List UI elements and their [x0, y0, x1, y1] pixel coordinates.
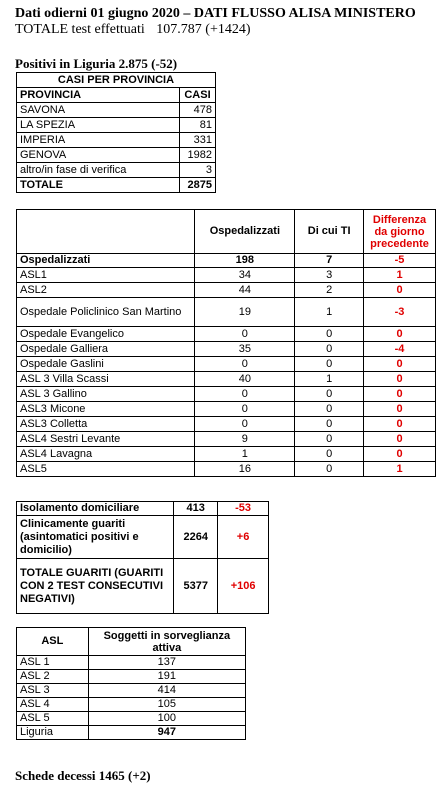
hospital-diff: 1: [364, 268, 436, 283]
hospital-ti: 0: [295, 462, 364, 477]
surveillance-total-label: Liguria: [17, 726, 89, 740]
hospital-osp: 9: [195, 432, 295, 447]
hospital-row: [17, 268, 436, 283]
diff-col-header: Differenza da giorno precedente: [364, 210, 436, 254]
summary-diff: -5: [364, 254, 436, 268]
hospital-ti: 3: [295, 268, 364, 283]
ti-col-header: Di cui TI: [295, 210, 364, 254]
hospital-row: [17, 447, 436, 462]
totale-guariti-diff: +106: [218, 559, 269, 614]
surveillance-row: [17, 670, 246, 684]
hospital-name: ASL3 Colletta: [17, 417, 195, 432]
surveillance-row: [17, 684, 246, 698]
hospital-name: Ospedale Policlinico San Martino: [17, 298, 195, 327]
report-title: Dati odierni 01 giugno 2020 – DATI FLUSSO ALISA MINISTERO: [15, 6, 416, 21]
hospital-row: [17, 432, 436, 447]
hospital-osp: 0: [195, 417, 295, 432]
hospital-name: ASL 3 Gallino: [17, 387, 195, 402]
casi-col-header: CASI: [180, 88, 216, 103]
hospital-name: ASL3 Micone: [17, 402, 195, 417]
hospital-name: ASL 3 Villa Scassi: [17, 372, 195, 387]
hospital-osp: 1: [195, 447, 295, 462]
surveillance-asl: ASL 5: [17, 712, 89, 726]
province-row: [17, 103, 216, 118]
hospital-osp: 44: [195, 283, 295, 298]
surveillance-count: 414: [88, 684, 245, 698]
hospital-diff: -3: [364, 298, 436, 327]
hospital-summary-row: [17, 254, 436, 268]
hospital-osp: 40: [195, 372, 295, 387]
ospedalizzati-col-header: Ospedalizzati: [195, 210, 295, 254]
hospital-osp: 0: [195, 387, 295, 402]
total-tests-value: 107.787 (+1424): [156, 22, 251, 37]
province-col-header: PROVINCIA: [17, 88, 180, 103]
surveillance-table: [16, 627, 246, 740]
isolation-table: [16, 501, 269, 614]
hospital-diff: 0: [364, 402, 436, 417]
hospital-osp: 0: [195, 402, 295, 417]
hospital-row: [17, 417, 436, 432]
hospital-ti: 0: [295, 432, 364, 447]
province-row: [17, 148, 216, 163]
hospital-row: [17, 372, 436, 387]
hospital-diff: 0: [364, 417, 436, 432]
province-row: [17, 133, 216, 148]
surveillance-total-value: 947: [88, 726, 245, 740]
sorveglianza-col-header: Soggetti in sorveglianza attiva: [88, 628, 245, 656]
hospital-row: [17, 357, 436, 372]
totale-guariti-value: 5377: [174, 559, 218, 614]
province-total-value: 2875: [180, 178, 216, 193]
hospital-row: [17, 387, 436, 402]
hospital-osp: 19: [195, 298, 295, 327]
province-cases: 478: [180, 103, 216, 118]
hospital-ti: 0: [295, 357, 364, 372]
province-row: [17, 118, 216, 133]
surveillance-count: 100: [88, 712, 245, 726]
hospital-ti: 0: [295, 342, 364, 357]
hospital-osp: 0: [195, 327, 295, 342]
hospital-name-header: [17, 210, 195, 254]
hospital-ti: 0: [295, 327, 364, 342]
hospital-ti: 0: [295, 387, 364, 402]
hospital-diff: 0: [364, 327, 436, 342]
surveillance-asl: ASL 1: [17, 656, 89, 670]
province-total-label: TOTALE: [17, 178, 180, 193]
isolation-label: Isolamento domiciliare: [17, 502, 174, 516]
province-table: [16, 72, 216, 193]
summary-name: Ospedalizzati: [17, 254, 195, 268]
hospital-name: ASL2: [17, 283, 195, 298]
province-name: altro/in fase di verifica: [17, 163, 180, 178]
hospital-osp: 34: [195, 268, 295, 283]
province-cases: 331: [180, 133, 216, 148]
guariti-clinici-label: Clinicamente guariti (asintomatici positivi e domicilio): [17, 516, 174, 559]
hospital-ti: 2: [295, 283, 364, 298]
hospital-row: [17, 283, 436, 298]
hospital-osp: 0: [195, 357, 295, 372]
totale-guariti-label: TOTALE GUARITI (GUARITI CON 2 TEST CONSECUTIVI NEGATIVI): [17, 559, 174, 614]
hospital-ti: 0: [295, 447, 364, 462]
hospital-name: ASL4 Sestri Levante: [17, 432, 195, 447]
hospital-name: ASL4 Lavagna: [17, 447, 195, 462]
total-tests-line: [15, 22, 251, 38]
hospital-table: [16, 209, 436, 477]
positivi-title: Positivi in Liguria 2.875 (-52): [15, 56, 178, 71]
summary-osp: 198: [195, 254, 295, 268]
hospital-name: Ospedale Evangelico: [17, 327, 195, 342]
hospital-diff: 0: [364, 447, 436, 462]
hospital-name: ASL5: [17, 462, 195, 477]
hospital-row: [17, 298, 436, 327]
province-name: IMPERIA: [17, 133, 180, 148]
province-table-title: CASI PER PROVINCIA: [17, 73, 216, 88]
hospital-osp: 16: [195, 462, 295, 477]
hospital-name: Ospedale Gaslini: [17, 357, 195, 372]
hospital-diff: 0: [364, 357, 436, 372]
hospital-diff: 0: [364, 372, 436, 387]
hospital-diff: 0: [364, 432, 436, 447]
hospital-ti: 1: [295, 298, 364, 327]
province-name: LA SPEZIA: [17, 118, 180, 133]
province-cases: 1982: [180, 148, 216, 163]
surveillance-asl: ASL 4: [17, 698, 89, 712]
hospital-diff: 0: [364, 387, 436, 402]
surveillance-asl: ASL 2: [17, 670, 89, 684]
decessi-line: Schede decessi 1465 (+2): [15, 768, 151, 783]
surveillance-row: [17, 656, 246, 670]
province-name: SAVONA: [17, 103, 180, 118]
hospital-diff: 1: [364, 462, 436, 477]
isolation-value: 413: [174, 502, 218, 516]
hospital-row: [17, 342, 436, 357]
summary-ti: 7: [295, 254, 364, 268]
surveillance-count: 137: [88, 656, 245, 670]
total-tests-label: TOTALE test effettuati: [15, 22, 145, 37]
hospital-ti: 0: [295, 402, 364, 417]
surveillance-row: [17, 698, 246, 712]
surveillance-count: 191: [88, 670, 245, 684]
guariti-clinici-value: 2264: [174, 516, 218, 559]
asl-col-header: ASL: [17, 628, 89, 656]
hospital-name: ASL1: [17, 268, 195, 283]
hospital-row: [17, 327, 436, 342]
hospital-diff: -4: [364, 342, 436, 357]
hospital-row: [17, 462, 436, 477]
isolation-diff: -53: [218, 502, 269, 516]
hospital-ti: 1: [295, 372, 364, 387]
hospital-name: Ospedale Galliera: [17, 342, 195, 357]
hospital-osp: 35: [195, 342, 295, 357]
hospital-ti: 0: [295, 417, 364, 432]
province-name: GENOVA: [17, 148, 180, 163]
province-cases: 81: [180, 118, 216, 133]
surveillance-count: 105: [88, 698, 245, 712]
province-cases: 3: [180, 163, 216, 178]
surveillance-asl: ASL 3: [17, 684, 89, 698]
guariti-clinici-diff: +6: [218, 516, 269, 559]
hospital-row: [17, 402, 436, 417]
hospital-diff: 0: [364, 283, 436, 298]
province-row: [17, 163, 216, 178]
surveillance-row: [17, 712, 246, 726]
